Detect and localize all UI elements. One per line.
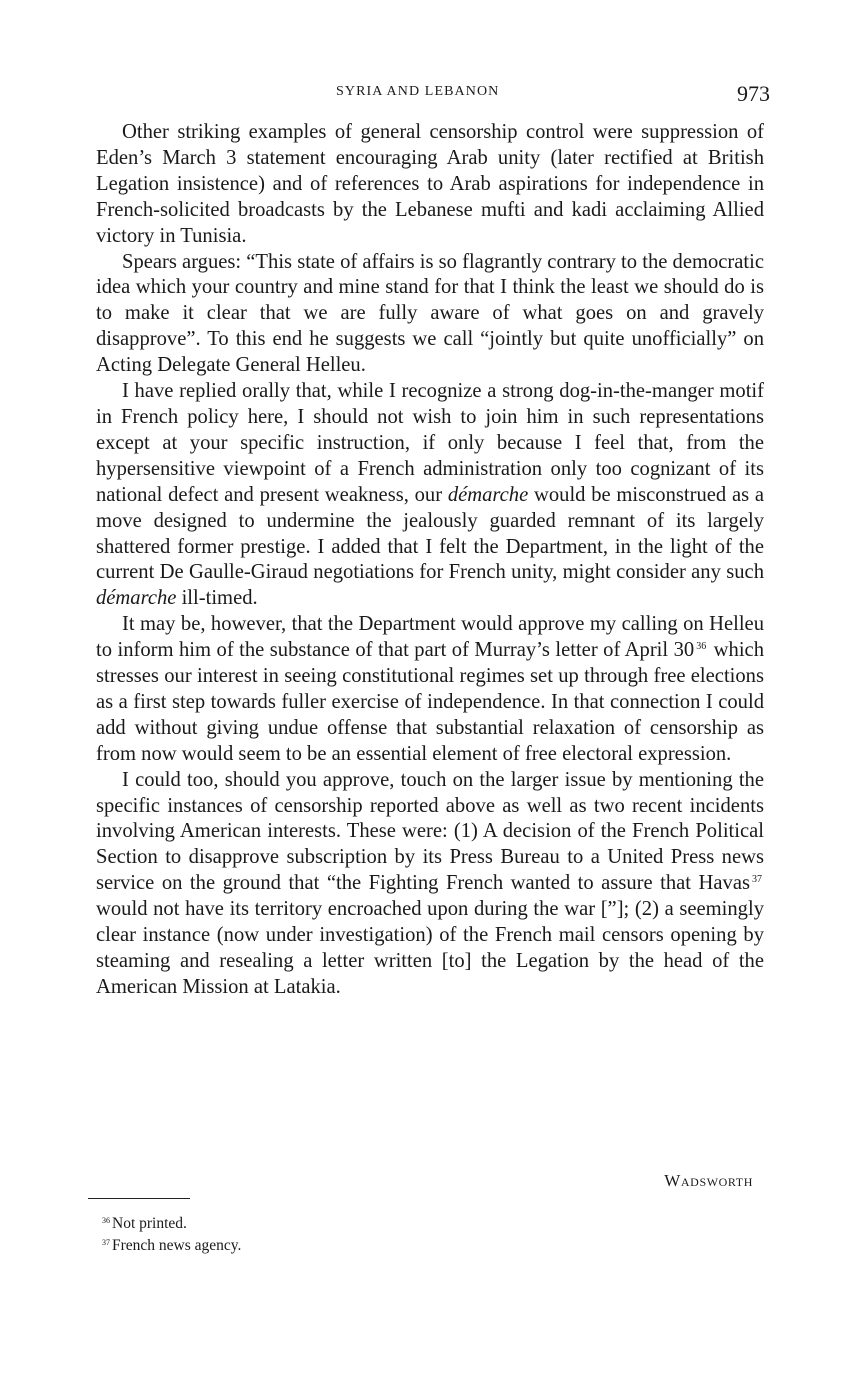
paragraph-5-part-2: would not have its territory encroached upon during the war [”]; (2) a seemingly clear instance (now under investigation) of the French mail censors opening by steaming and resealing a letter written [to] the Legation by the head of the American Mission at Latakia.: [96, 898, 764, 998]
paragraph-2: Spears argues: “This state of affairs is so flagrantly contrary to the democratic idea which your country and mine stand for that I think the least we should do is to make it clear that we are fully aware of what goes on and gravely disapprove”. To this end he suggests we call “jointly but quite unofficially” on Acting Delegate General Helleu.: [96, 250, 765, 377]
paragraph-5: [96, 768, 764, 1001]
demarche-italic-2: démarche: [96, 587, 177, 610]
paragraph-5-part-1: I could too, should you approve, touch on the larger issue by mentioning the specific instances of censorship reported above as well as two recent incidents involving American interests. These were: (1) A decision of the French Political Section to disapprove subscription by its Press Bureau to a United Press news service on the ground that “the Fighting French wanted to assure that Havas: [96, 768, 764, 895]
running-head: [0, 81, 861, 105]
paragraph-1: Other striking examples of general censorship control were suppression of Eden’s March 3 statement encouraging Arab unity (later rectified at British Legation insistence) and of references to Arab aspirations for independence in French-solicited broadcasts by the Lebanese mufti and kadi acclaiming Allied victory in Tunisia.: [96, 121, 764, 247]
running-title: SYRIA AND LEBANON: [336, 84, 500, 99]
footnote-mark: 37: [102, 1238, 110, 1247]
footnote-rule: [88, 1198, 190, 1199]
footnote-36: [102, 1211, 241, 1233]
paragraph-3-part-3: ill-timed.: [176, 587, 258, 610]
body-text: [96, 120, 764, 1001]
paragraph-4-part-2: which stresses our interest in seeing constitutional regimes set up through free elections as a first step towards fuller exercise of independence. In that connection I could add without giving undue offense that substantial relaxation of censorship as from now would seem to be an essential element of free electoral expression.: [96, 639, 764, 765]
footnote-mark: 36: [102, 1216, 110, 1225]
footnote-text: French news agency.: [112, 1237, 242, 1254]
footnotes: [102, 1211, 241, 1255]
page-number: 973: [737, 81, 770, 106]
paragraph-3: [96, 379, 764, 612]
demarche-italic-1: démarche: [447, 483, 529, 506]
footnote-37: [102, 1233, 241, 1255]
paragraph-4-part-1: It may be, however, that the Department would approve my calling on Helleu to inform him of the substance of that part of Murray’s letter of April 30: [96, 613, 764, 662]
footnote-text: Not printed.: [112, 1215, 187, 1232]
signature: Wadsworth: [664, 1171, 753, 1190]
paragraph-3-part-2: would be misconstrued as a move designed to undermine the jealously guarded remnant of its largely shattered former prestige. I added that I felt the Department, in the light of the current De Gaulle-Giraud negotiations for French unity, might consider any such: [96, 483, 764, 584]
footnote-ref-36: 36: [696, 641, 707, 653]
paragraph-4: [96, 612, 764, 767]
paragraph-3-part-1: I have replied orally that, while I recognize a strong dog-in-the-manger motif in French policy here, I should not wish to join him in such representations except at your specific instruction, if only because I feel that, from the hypersensitive viewpoint of a French administration only too cognizant of its national defect and present weakness, our: [96, 380, 764, 506]
footnote-ref-37: 37: [752, 874, 762, 886]
